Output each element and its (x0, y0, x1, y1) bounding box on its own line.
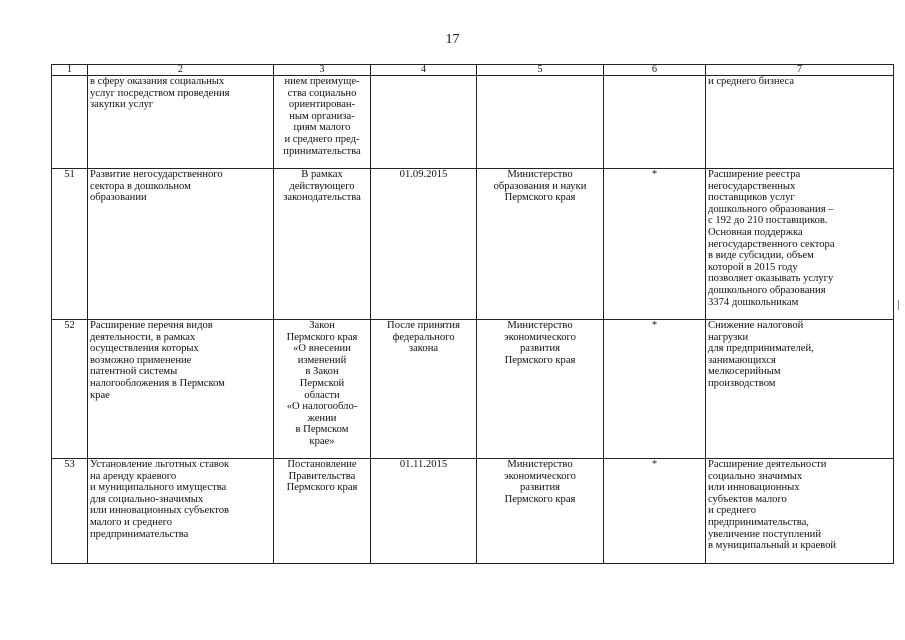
measure-cell: Установление льготных ставок на аренду краевого и муниципального имущества для социально-значимых или инновационных субъектов малого и среднего предпринимательства (88, 459, 274, 564)
row-number: 53 (52, 459, 88, 564)
mechanism-cell: Закон Пермского края «О внесении изменений в Закон Пермской области «О налогообло- жении в Пермском крае» (274, 320, 371, 459)
measure-cell: Расширение перечня видов деятельности, в рамках осуществления которых возможно применение патентной системы налогообложения в Пермском крае (88, 320, 274, 459)
table-row (52, 320, 894, 459)
column-header: 5 (477, 65, 604, 76)
result-cell: Снижение налоговой нагрузки для предпринимателей, занимающихся мелкосерийным производством (706, 320, 894, 459)
table-row (52, 459, 894, 564)
deadline-cell: 01.11.2015 (371, 459, 477, 564)
mark-cell (604, 76, 706, 169)
mechanism-cell: В рамках действующего законодательства (274, 169, 371, 320)
row-number: 51 (52, 169, 88, 320)
table-row (52, 76, 894, 169)
mechanism-cell: Постановление Правительства Пермского края (274, 459, 371, 564)
column-header: 6 (604, 65, 706, 76)
table-row (52, 169, 894, 320)
responsible-cell (477, 76, 604, 169)
row-number: 52 (52, 320, 88, 459)
mark-cell: * (604, 459, 706, 564)
result-cell: и среднего бизнеса (706, 76, 894, 169)
page-number: 17 (445, 32, 460, 47)
result-cell: Расширение деятельности социально значимых или инновационных субъектов малого и среднего предпринимательства, увеличение поступлений в муниципальный и краевой (706, 459, 894, 564)
responsible-cell: Министерство экономического развития Пермского края (477, 320, 604, 459)
deadline-cell: 01.09.2015 (371, 169, 477, 320)
row-number (52, 76, 88, 169)
column-header: 7 (706, 65, 894, 76)
deadline-cell (371, 76, 477, 169)
table-header-row (52, 65, 894, 76)
measure-cell: в сферу оказания социальных услуг посредством проведения закупки услуг (88, 76, 274, 169)
scan-artifact (898, 300, 899, 310)
column-header: 4 (371, 65, 477, 76)
deadline-cell: После принятия федерального закона (371, 320, 477, 459)
result-cell: Расширение реестра негосударственных поставщиков услуг дошкольного образования – с 192 до 210 поставщиков. Основная поддержка негосударственного сектора в виде субсидии, объем которой в 2015 году позволяет оказывать услугу дошкольного образования 3374 дошкольникам (706, 169, 894, 320)
responsible-cell: Министерство экономического развития Пермского края (477, 459, 604, 564)
column-header: 2 (88, 65, 274, 76)
measures-table (51, 64, 894, 564)
mark-cell: * (604, 169, 706, 320)
mechanism-cell: нием преимуще- ства социально ориентирован- ным организа- циям малого и среднего пред- принимательства (274, 76, 371, 169)
measure-cell: Развитие негосударственного сектора в дошкольном образовании (88, 169, 274, 320)
column-header: 1 (52, 65, 88, 76)
column-header: 3 (274, 65, 371, 76)
mark-cell: * (604, 320, 706, 459)
responsible-cell: Министерство образования и науки Пермского края (477, 169, 604, 320)
